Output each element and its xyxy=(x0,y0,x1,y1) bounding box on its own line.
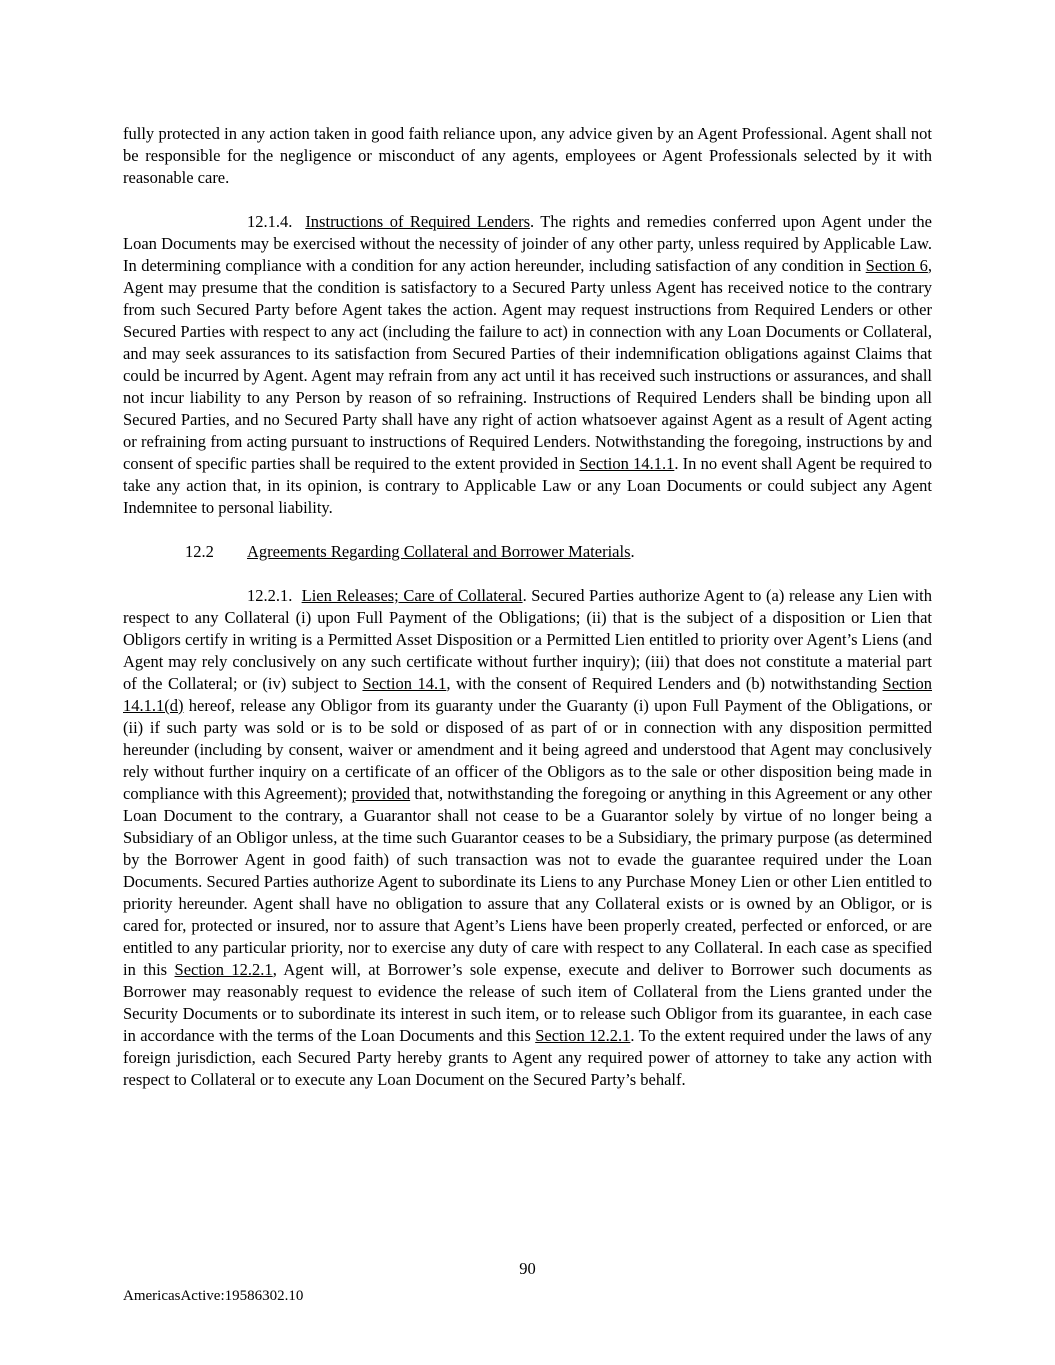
section-heading-12-2 xyxy=(123,541,932,563)
underlined-text: Section 12.2.1 xyxy=(535,1026,631,1045)
underlined-text: Section 14.1.1(d) xyxy=(123,674,933,715)
text-run: , Agent may presume that the condition is satisfactory to a Secured Party unless Agent has received notice to the contrary from such Secured Party before Agent takes the action. Agent may request instructions from Required Lenders or other Secured Parties with respect to any act (including the failure to act) in connection with any Loan Documents or Collateral, and may seek assurances to its satisfaction from Secured Parties of their indemnification obligations against Claims that could be incurred by Agent. Agent may refrain from any act until it has received such instructions or assurances, and shall not incur liability to any Person by reason of so refraining. Instructions of Required Lenders shall be binding upon all Secured Parties, and no Secured Party shall have any right of action whatsoever against Agent as a result of Agent acting or refraining from acting pursuant to instructions of Required Lenders. Notwithstanding the foregoing, instructions by and consent of specific parties shall be required to the extent provided in xyxy=(123,256,932,473)
section-paragraph-12-2-1 xyxy=(123,585,932,1091)
underlined-text: Section 14.1.1 xyxy=(579,454,675,473)
text-run: . In no event shall Agent be required to take any action that, in its opinion, is contrary to Applicable Law or any Loan Documents or could subject any Agent Indemnitee to personal liability. xyxy=(123,454,933,517)
text-run: hereof, release any Obligor from its guaranty under the Guaranty (i) upon Full Payment of the Obligations, or (ii) if such party was sold or is to be sold or disposed of as part of or in connection with any disposition permitted hereunder (including by consent, waiver or amendment and it being agreed and understood that Agent may conclusively rely without further inquiry on a certificate of an officer of the Obligors as to the sale or other disposition being made in compliance with this Agreement); xyxy=(123,696,932,803)
text-run: . To the extent required under the laws of any foreign jurisdiction, each Secured Party hereby grants to Agent any required power of attorney to take any action with respect to Collateral or to execute any Loan Document on the Secured Party’s behalf. xyxy=(123,1026,932,1089)
text-run: fully protected in any action taken in good faith reliance upon, any advice given by an Agent Professional. Agent shall not be responsible for the negligence or misconduct of any agents, employees or Agent Professionals selected by it with reasonable care. xyxy=(123,124,932,187)
text-run: . The rights and remedies conferred upon Agent under the Loan Documents may be exercised without the necessity of joinder of any other party, unless required by Applicable Law. In determining compliance with a condition for any action hereunder, including satisfaction of any condition in xyxy=(123,212,932,275)
section-title: Agreements Regarding Collateral and Borrower Materials xyxy=(247,542,631,561)
continuation-paragraph xyxy=(123,123,932,189)
underlined-text: provided xyxy=(351,784,411,803)
underlined-text: Section 12.2.1 xyxy=(174,960,273,979)
text-run: , with the consent of Required Lenders and (b) notwithstanding xyxy=(446,674,883,693)
page-content xyxy=(123,123,932,1113)
text-run: , Agent will, at Borrower’s sole expense, execute and deliver to Borrower such documents as Borrower may reasonably request to evidence the release of such item of Collateral from the Liens granted under the Security Documents or to subordinate its interest in such item, or to release such Obligor from its guarantee, in each case in accordance with the terms of the Loan Documents and this xyxy=(123,960,932,1045)
section-paragraph-12-1-4 xyxy=(123,211,932,519)
underlined-text: Lien Releases; Care of Collateral xyxy=(301,586,523,605)
section-number: 12.2 xyxy=(185,542,214,561)
document-id: AmericasActive:19586302.10 xyxy=(123,1288,304,1304)
underlined-text: Section 14.1 xyxy=(362,674,447,693)
section-title-period: . xyxy=(630,542,635,561)
text-run: 12.1.4. xyxy=(247,212,306,231)
underlined-text: Instructions of Required Lenders xyxy=(305,212,530,231)
text-run: that, notwithstanding the foregoing or anything in this Agreement or any other Loan Document to the contrary, a Guarantor shall not cease to be a Guarantor solely by virtue of no longer being a Subsidiary of an Obligor unless, at the time such Guarantor ceases to be a Subsidiary, the primary purpose (as determined by the Borrower Agent in good faith) of such transaction was not to evade the guarantee required under the Loan Documents. Secured Parties authorize Agent to subordinate its Liens to any Purchase Money Lien or other Lien entitled to priority hereunder. Agent shall have no obligation to assure that any Collateral exists or is owned by an Obligor, or is cared for, protected or insured, nor to assure that Agent’s Liens have been properly created, perfected or enforced, or are entitled to any particular priority, nor to exercise any duty of care with respect to any Collateral. In each case as specified in this xyxy=(123,784,932,979)
text-run: . Secured Parties authorize Agent to (a) release any Lien with respect to any Collateral (i) upon Full Payment of the Obligations; (ii) that is the subject of a disposition or Lien that Obligors certify in writing is a Permitted Asset Disposition or a Permitted Lien entitled to priority over Agent’s Liens (and Agent may rely conclusively on any such certificate without further inquiry); (iii) that does not constitute a material part of the Collateral; or (iv) subject to xyxy=(123,586,933,693)
underlined-text: Section 6 xyxy=(865,256,928,275)
page-number: 90 xyxy=(519,1259,536,1278)
text-run: 12.2.1. xyxy=(247,586,302,605)
